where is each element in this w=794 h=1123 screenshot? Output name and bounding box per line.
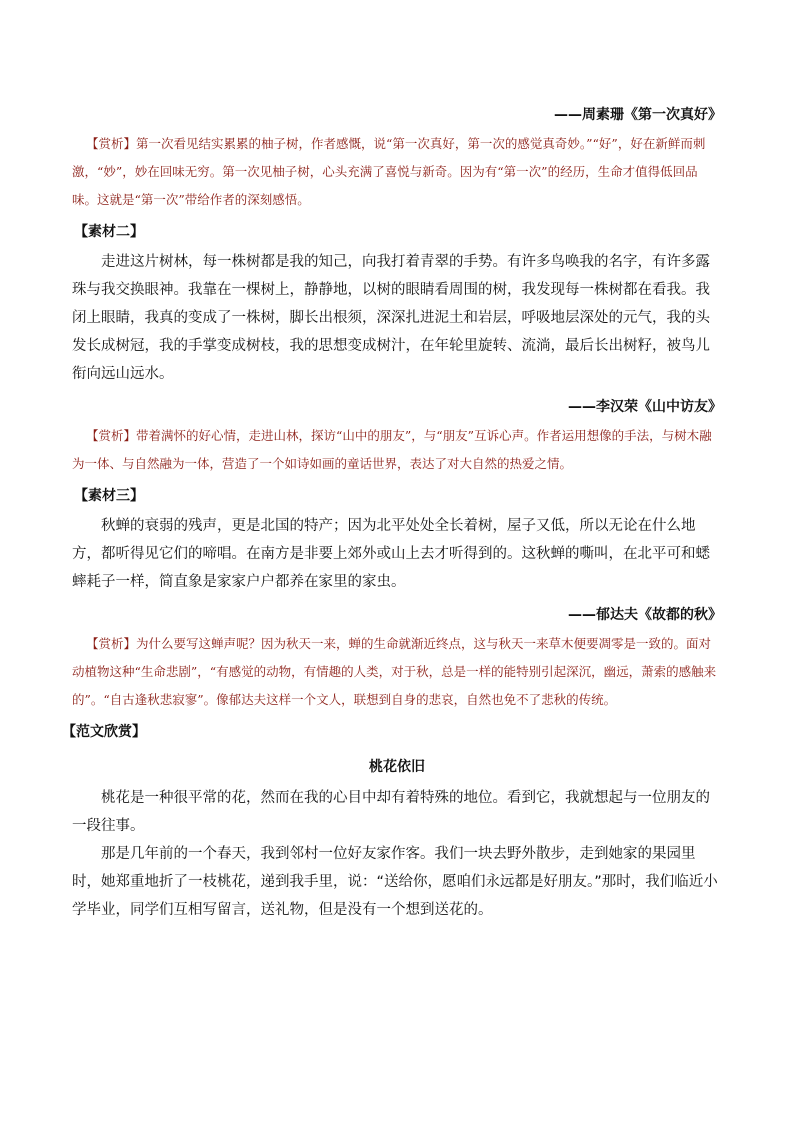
material-paragraph-3: 秋蝉的衰弱的残声，更是北国的特产；因为北平处处全长着树，屋子又低，所以无论在什么地方，都听得见它们的啼唱。在南方是非要上郊外或山上去才听得到的。这秋蝉的嘶叫，在北平可和蟋蟀耗子一样，简直象是家家户户都养在家里的家虫。 — [72, 518, 710, 590]
essay-paragraph-2: 那是几年前的一个春天，我到邻村一位好友家作客。我们一块去野外散步，走到她家的果园里时，她郑重地折了一枝桃花，递到我手里，说：“送给你，愿咱们永远都是好朋友。”那时，我们临近小学毕业，同学们互相写留言，送礼物，但是没有一个想到送花的。 — [72, 846, 718, 918]
analysis-paragraph-3: 【赏析】为什么要写这蝉声呢？因为秋天一来，蝉的生命就渐近终点，这与秋天一来草木便要凋零是一致的。面对动植物这种“生命悲剧”，“有感觉的动物，有情趣的人类，对于秋，总是一样的能特别引起深沉，幽远，萧索的感触来的”。“自古逢秋悲寂寥”。像郁达夫这样一个文人，联想到自身的悲哀，自然也免不了悲秋的传统。 — [72, 636, 717, 707]
essay-paragraph-1: 桃花是一种很平常的花，然而在我的心目中却有着特殊的地位。看到它，我就想起与一位朋友的一段往事。 — [72, 790, 710, 834]
essay-title: 桃花依旧 — [369, 759, 425, 775]
material-paragraph-2: 走进这片树林，每一株树都是我的知己，向我打着青翠的手势。有许多鸟唤我的名字，有许多露珠与我交换眼神。我靠在一棵树上，静静地，以树的眼睛看周围的树，我发现每一株树都在看我。我闭上眼睛，我真的变成了一株树，脚长出根须，深深扎进泥土和岩层，呼吸地层深处的元气，我的头发长成树冠，我的手掌变成树枝，我的思想变成树汁，在年轮里旋转、流淌，最后长出树籽，被鸟儿衔向远山远水。 — [72, 254, 710, 382]
analysis-paragraph-1: 【赏析】第一次看见结实累累的柚子树，作者感慨，说“第一次真好，第一次的感觉真奇妙。”“好”，好在新鲜而刺激，“妙”，妙在回味无穷。第一次见柚子树，心头充满了喜悦与新奇。因为有“第一次”的经历，生命才值得低回品味。这就是“第一次”带给作者的深刻感悟。 — [72, 136, 706, 207]
section-heading-material-2: 【素材二】 — [74, 224, 144, 240]
source-citation-2: ——李汉荣《山中访友》 — [568, 399, 722, 415]
analysis-paragraph-2: 【赏析】带着满怀的好心情，走进山林，探访“山中的朋友”，与“朋友”互诉心声。作者运用想像的手法，与树木融为一体、与自然融为一体，营造了一个如诗如画的童话世界，表达了对大自然的热爱之情。 — [72, 428, 712, 471]
section-heading-model-essay: 【范文欣赏】 — [62, 724, 146, 740]
section-heading-material-3: 【素材三】 — [74, 488, 144, 504]
source-citation-1: ——周素珊《第一次真好》 — [554, 107, 722, 123]
document-page — [62, 96, 722, 924]
source-citation-3: ——郁达夫《故都的秋》 — [568, 607, 722, 623]
